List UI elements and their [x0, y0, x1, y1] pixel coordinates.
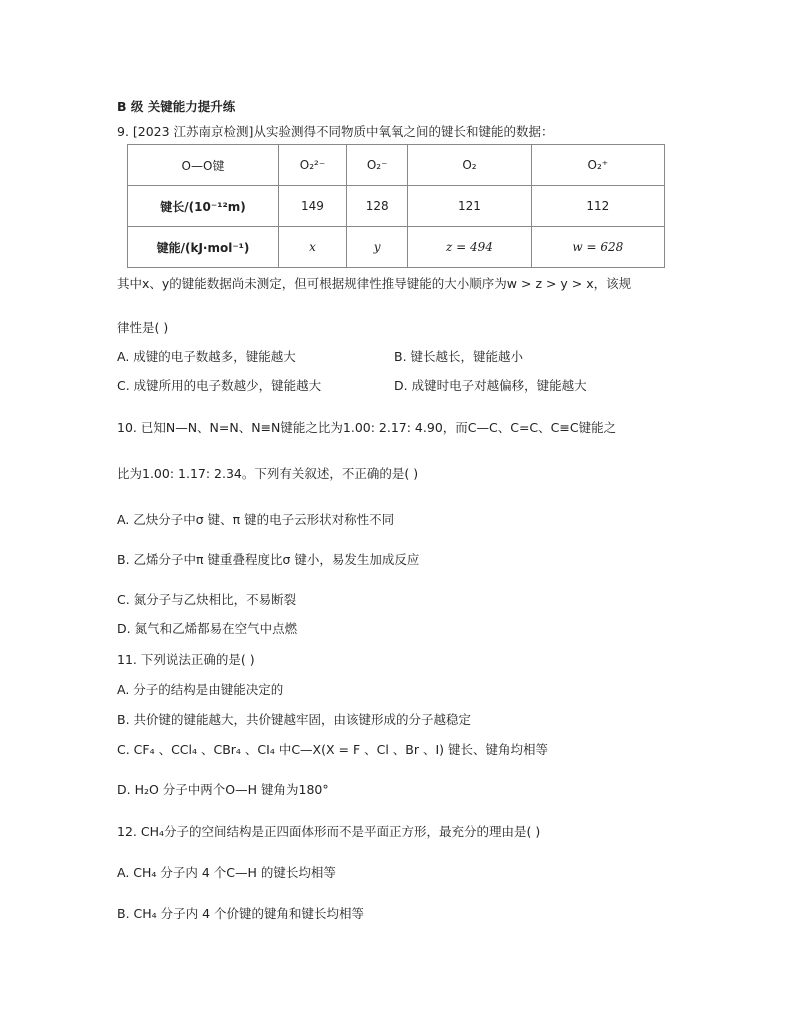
- q9-option-d: D. 成键时电子对越偏移，键能越大: [394, 378, 587, 393]
- bond-data-table: [127, 144, 665, 268]
- table-cell: O₂⁻: [346, 145, 407, 186]
- q12-option-b: B. CH₄ 分子内 4 个价键的键角和键长均相等: [117, 906, 365, 921]
- table-cell: O₂⁺: [531, 145, 664, 186]
- table-cell: x: [279, 227, 347, 268]
- q10-option-a: A. 乙炔分子中σ 键、π 键的电子云形状对称性不同: [117, 512, 395, 527]
- table-row: [128, 227, 665, 268]
- q9-option-c: C. 成键所用的电子数越少，键能越大: [117, 378, 322, 393]
- table-cell: w = 628: [531, 227, 664, 268]
- table-cell: O—O键: [128, 145, 279, 186]
- table-row: [128, 186, 665, 227]
- table-cell: O₂²⁻: [279, 145, 347, 186]
- q9-stem: 9. [2023 江苏南京检测]从实验测得不同物质中氧氧之间的键长和键能的数据：: [117, 124, 554, 139]
- table-cell: y: [346, 227, 407, 268]
- q9-option-a: A. 成键的电子数越多，键能越大: [117, 349, 296, 364]
- q11-stem: 11. 下列说法正确的是( ): [117, 652, 255, 667]
- q12-option-a: A. CH₄ 分子内 4 个C—H 的键长均相等: [117, 865, 336, 880]
- q10-line2: 比为1.00: 1.17: 2.34。下列有关叙述，不正确的是( ): [117, 466, 419, 481]
- q11-option-d: D. H₂O 分子中两个O—H 键角为180°: [117, 782, 329, 797]
- q10-line1: 10. 已知N—N、N=N、N≡N键能之比为1.00: 2.17: 4.90，而C—C、C=C、C≡C键能之: [117, 420, 617, 435]
- table-cell: 键能/(kJ·mol⁻¹): [128, 227, 279, 268]
- table-cell: O₂: [408, 145, 531, 186]
- table-row: [128, 145, 665, 186]
- table-cell: 键长/(10⁻¹²m): [128, 186, 279, 227]
- q10-option-b: B. 乙烯分子中π 键重叠程度比σ 键小，易发生加成反应: [117, 552, 420, 567]
- q10-option-c: C. 氮分子与乙炔相比，不易断裂: [117, 592, 297, 607]
- section-title: B 级 关键能力提升练: [117, 99, 236, 114]
- q11-option-a: A. 分子的结构是由键能决定的: [117, 682, 284, 697]
- table-cell: 149: [279, 186, 347, 227]
- table-cell: 128: [346, 186, 407, 227]
- q11-option-c: C. CF₄ 、CCl₄ 、CBr₄ 、CI₄ 中C—X(X = F 、Cl 、Br 、I) 键长、键角均相等: [117, 742, 549, 757]
- table-cell: z = 494: [408, 227, 531, 268]
- table-cell: 112: [531, 186, 664, 227]
- q9-option-b: B. 键长越长，键能越小: [394, 349, 524, 364]
- q11-option-b: B. 共价键的键能越大，共价键越牢固，由该键形成的分子越稳定: [117, 712, 472, 727]
- q9-line1: 其中x、y的键能数据尚未测定，但可根据规律性推导键能的大小顺序为w > z > y > x，该规: [117, 276, 632, 291]
- q12-stem: 12. CH₄分子的空间结构是正四面体形而不是平面正方形，最充分的理由是( ): [117, 824, 541, 839]
- q9-line2: 律性是( ): [117, 320, 169, 335]
- table-cell: 121: [408, 186, 531, 227]
- q10-option-d: D. 氮气和乙烯都易在空气中点燃: [117, 621, 298, 636]
